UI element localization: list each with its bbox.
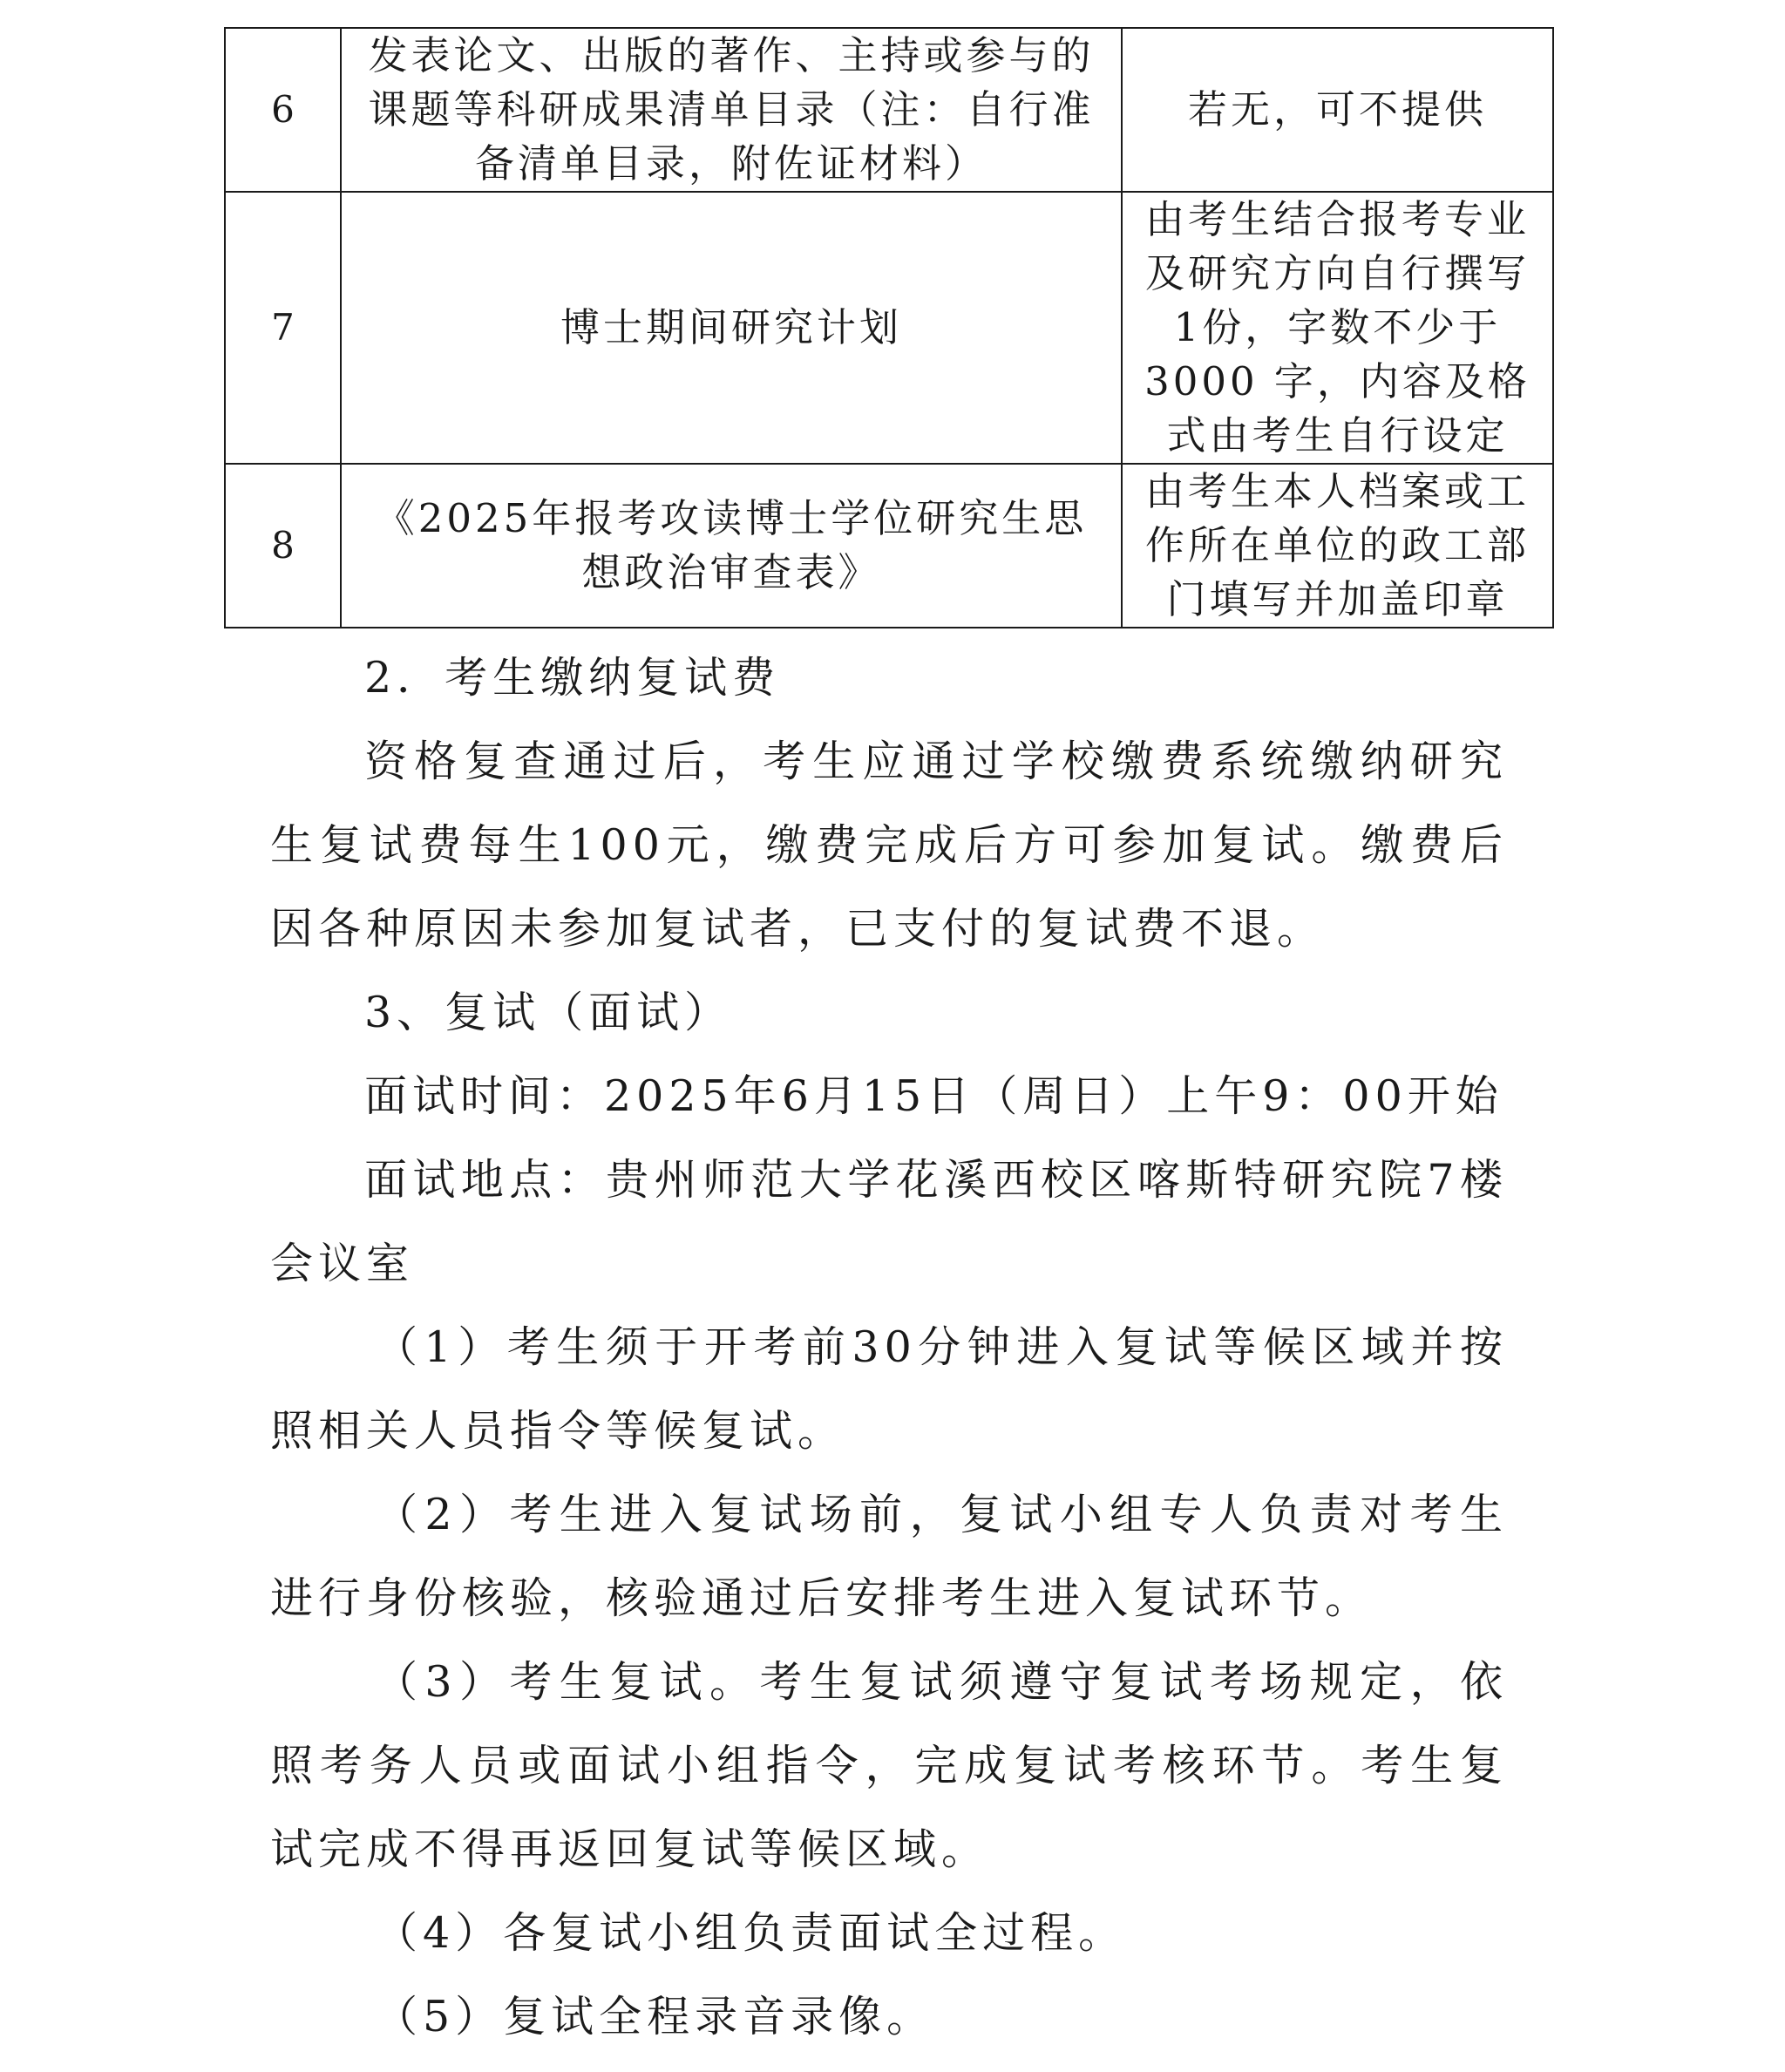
row-item: 《2025年报考攻读博士学位研究生思想政治审查表》 — [341, 464, 1122, 628]
procedure-item-4: （4）各复试小组负责面试全过程。 — [375, 1908, 1127, 1958]
table-row — [225, 192, 1553, 464]
body-text — [270, 636, 1508, 2059]
row-note: 若无，可不提供 — [1122, 28, 1553, 192]
row-item: 发表论文、出版的著作、主持或参与的课题等科研成果清单目录（注：自行准备清单目录，附佐证材料） — [341, 28, 1122, 192]
procedure-item-5: （5）复试全程录音录像。 — [375, 1992, 935, 2041]
row-note: 由考生结合报考专业及研究方向自行撰写1份，字数不少于 3000 字，内容及格式由考生自行设定 — [1122, 192, 1553, 464]
row-number: 7 — [225, 192, 341, 464]
row-number: 6 — [225, 28, 341, 192]
interview-time: 面试时间：2025年6月15日（周日）上午9：00开始 — [364, 1071, 1503, 1121]
row-item: 博士期间研究计划 — [341, 192, 1122, 464]
row-note: 由考生本人档案或工作所在单位的政工部门填写并加盖印章 — [1122, 464, 1553, 628]
interview-place: 面试地点：贵州师范大学花溪西校区喀斯特研究院7楼会议室 — [270, 1155, 1508, 1288]
procedure-item-2: （2）考生进入复试场前，复试小组专人负责对考生进行身份核验，核验通过后安排考生进入复试环节。 — [270, 1490, 1508, 1623]
table-row — [225, 464, 1553, 628]
fee-paragraph: 资格复查通过后，考生应通过学校缴费系统缴纳研究生复试费每生100元，缴费完成后方可参加复试。缴费后因各种原因未参加复试者，已支付的复试费不退。 — [270, 737, 1508, 954]
materials-table — [224, 27, 1554, 628]
interview-heading: 3、复试（面试） — [364, 988, 733, 1037]
fee-heading: 2．考生缴纳复试费 — [364, 653, 781, 703]
row-number: 8 — [225, 464, 341, 628]
procedure-item-1: （1）考生须于开考前30分钟进入复试等候区域并按照相关人员指令等候复试。 — [270, 1322, 1508, 1456]
table-row — [225, 28, 1553, 192]
procedure-item-3: （3）考生复试。考生复试须遵守复试考场规定，依照考务人员或面试小组指令，完成复试考核环节。考生复试完成不得再返回复试等候区域。 — [270, 1657, 1508, 1874]
